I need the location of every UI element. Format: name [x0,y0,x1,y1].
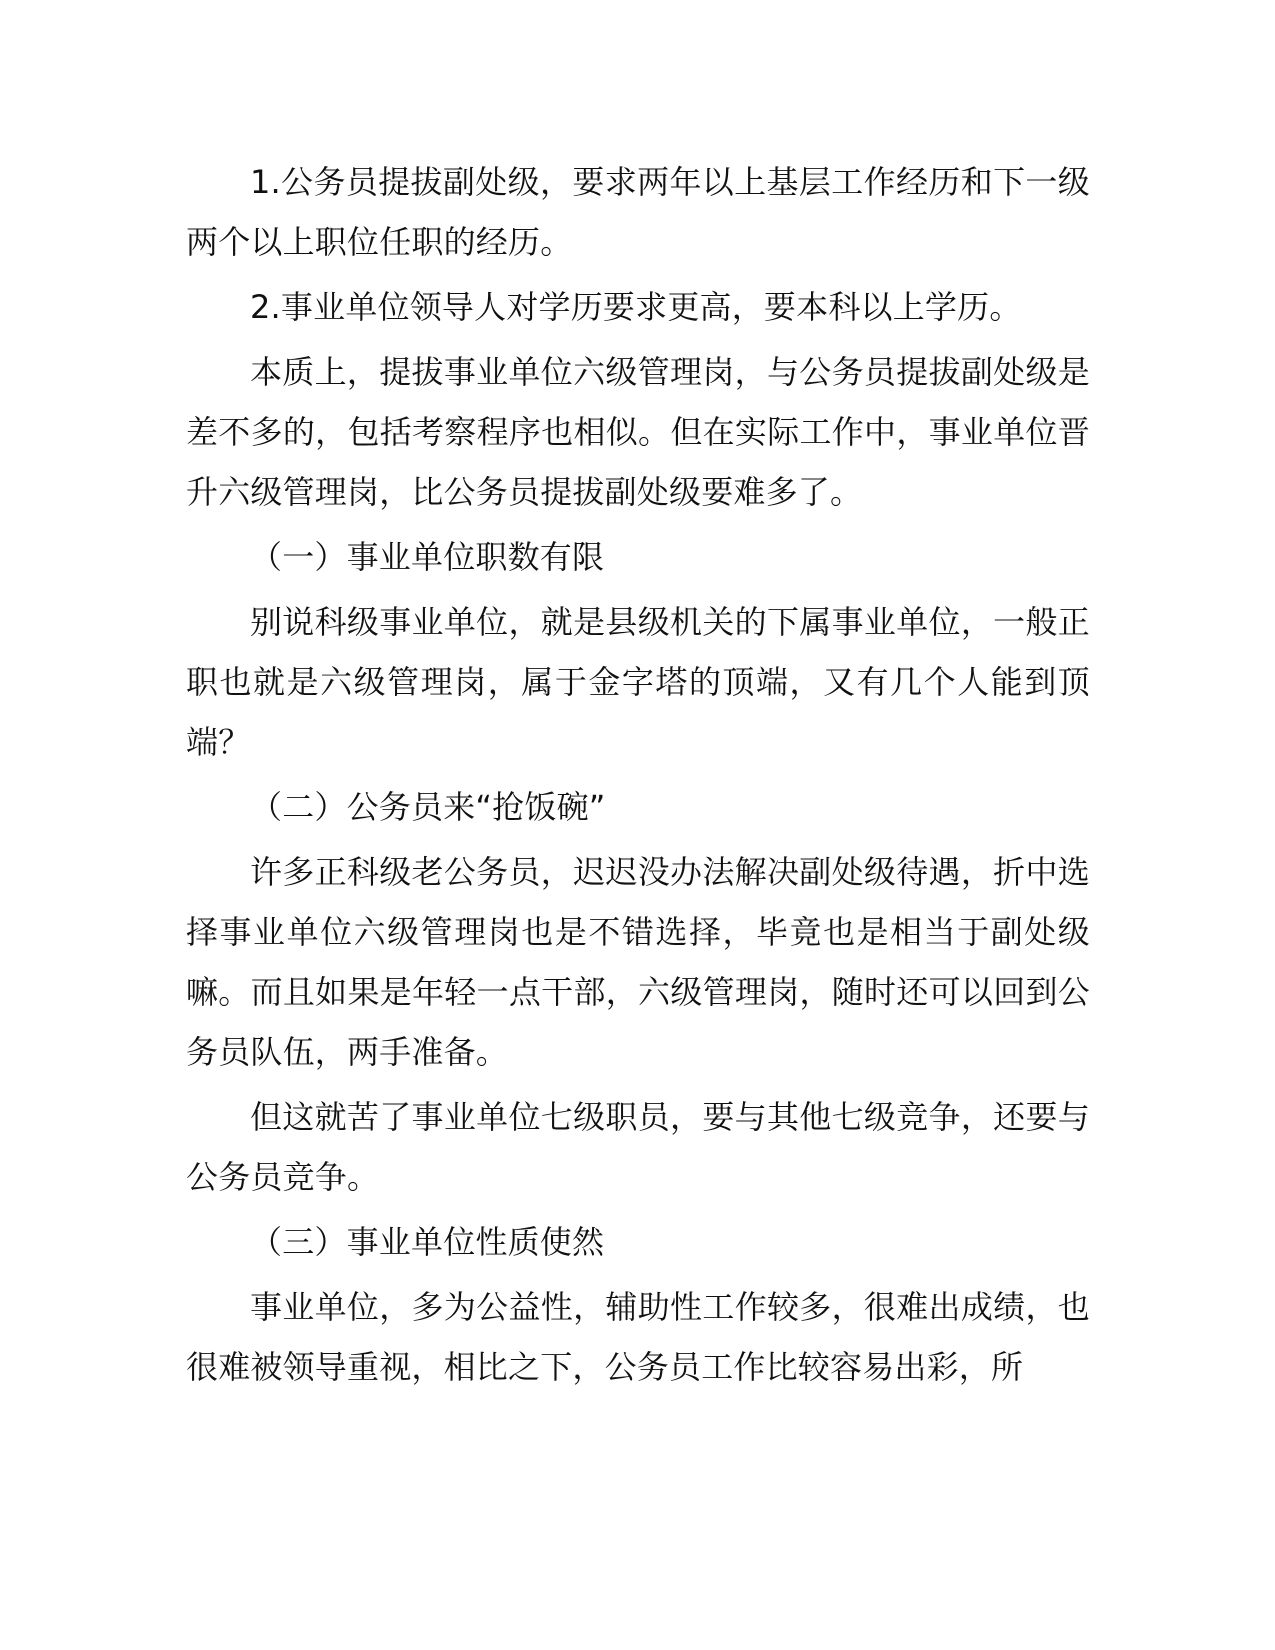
section-heading-3: （三）事业单位性质使然 [250,1223,605,1261]
section-heading-1: （一）事业单位职数有限 [250,538,605,576]
paragraph-section-2a: 许多正科级老公务员，迟迟没办法解决副处级待遇，折中选择事业单位六级管理岗也是不错选择，毕竟也是相当于副处级嘛。而且如果是年轻一点干部，六级管理岗，随时还可以回到公务员队伍，两手准备。 [186,853,1090,1071]
paragraph-section-3: 事业单位，多为公益性，辅助性工作较多，很难出成绩，也很难被领导重视，相比之下，公务员工作比较容易出彩，所 [186,1288,1090,1386]
paragraph-section-1: 别说科级事业单位，就是县级机关的下属事业单位，一般正职也就是六级管理岗，属于金字塔的顶端，又有几个人能到顶端？ [186,603,1090,761]
paragraph-requirement-1: 1.公务员提拔副处级，要求两年以上基层工作经历和下一级两个以上职位任职的经历。 [186,163,1090,261]
section-heading-2: （二）公务员来“抢饭碗” [250,788,606,826]
paragraph-section-2b: 但这就苦了事业单位七级职员，要与其他七级竞争，还要与公务员竞争。 [186,1098,1090,1196]
document-body [186,152,1090,1402]
paragraph-requirement-2: 2.事业单位领导人对学历要求更高，要本科以上学历。 [250,288,1022,326]
paragraph-essence: 本质上，提拔事业单位六级管理岗，与公务员提拔副处级是差不多的，包括考察程序也相似。但在实际工作中，事业单位晋升六级管理岗，比公务员提拔副处级要难多了。 [186,353,1090,511]
